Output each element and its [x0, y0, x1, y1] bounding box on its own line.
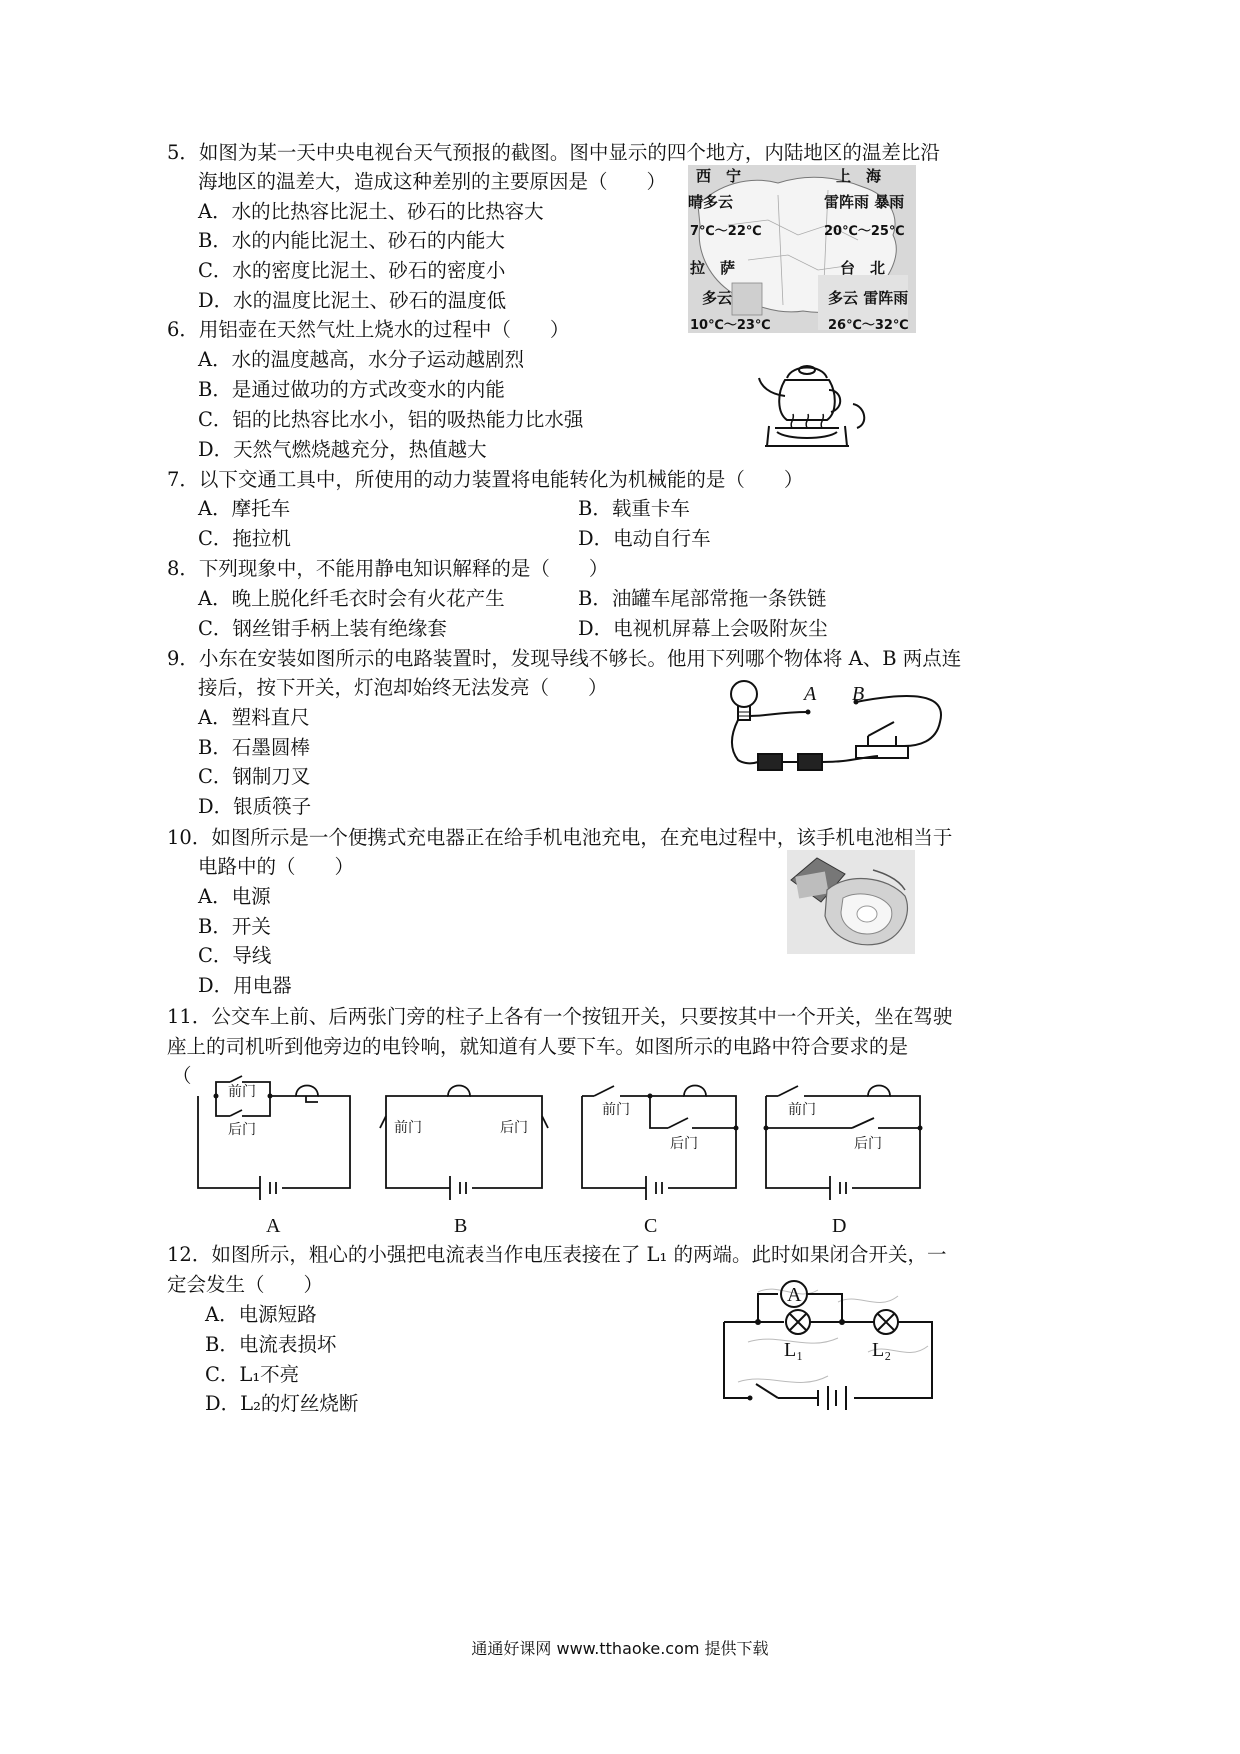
q6-option-b: B．是通过做功的方式改变水的内能	[198, 378, 505, 401]
q8-option-a: A．晚上脱化纤毛衣时会有火花产生	[198, 587, 505, 610]
l1-label: L₁	[784, 1339, 804, 1361]
map-lasa-temp: 10℃～23℃	[690, 318, 771, 333]
q12-option-b: B．电流表损坏	[205, 1333, 337, 1356]
map-shanghai-city: 上 海	[836, 167, 882, 185]
q10-option-a: A．电源	[198, 885, 271, 908]
map-xining-city: 西 宁	[696, 167, 742, 185]
l2-label: L₂	[872, 1339, 892, 1361]
q8-stem: 8．下列现象中，不能用静电知识解释的是（ ）	[167, 557, 609, 580]
circuit-a-back-label: 后门	[228, 1122, 256, 1138]
circuit-b-label: B	[454, 1215, 468, 1237]
q10-stem-line1: 10．如图所示是一个便携式充电器正在给手机电池充电，在充电过程中，该手机电池相当于	[167, 826, 953, 849]
q12-circuit-figure	[718, 1272, 938, 1414]
q12-stem-line2: 定会发生（ ）	[167, 1273, 324, 1296]
q12-option-a: A．电源短路	[205, 1303, 317, 1326]
q8-option-b: B．油罐车尾部常拖一条铁链	[578, 587, 827, 610]
circuit-c-front-label: 前门	[602, 1102, 630, 1118]
q9-option-a: A．塑料直尺	[198, 706, 310, 729]
circuit-b-front-label: 前门	[394, 1120, 422, 1136]
q12-option-d: D．L₂的灯丝烧断	[205, 1392, 359, 1415]
q7-option-c: C．拖拉机	[198, 527, 291, 550]
point-b-label: B	[852, 683, 865, 705]
q11-stem-line1: 11．公交车上前、后两张门旁的柱子上各有一个按钮开关，只要按其中一个开关，坐在驾驶	[167, 1005, 953, 1028]
q7-option-a: A．摩托车	[198, 497, 291, 520]
q9-circuit-figure	[718, 672, 944, 782]
q9-stem-line2: 接后，按下开关，灯泡却始终无法发亮（ ）	[198, 676, 608, 699]
circuit-d-back-label: 后门	[854, 1136, 882, 1152]
map-shanghai-temp: 20℃～25℃	[824, 224, 905, 239]
circuit-b	[380, 1086, 548, 1201]
q5-option-b: B．水的内能比泥土、砂石的内能大	[198, 229, 505, 252]
q7-option-d: D．电动自行车	[578, 527, 711, 550]
map-taibei-temp: 26℃～32℃	[828, 318, 909, 333]
q11-stem-line3: （	[172, 1064, 192, 1087]
q11-stem-line2: 座上的司机听到他旁边的电铃响，就知道有人要下车。如图所示的电路中符合要求的是	[167, 1035, 909, 1058]
circuit-c-label: C	[644, 1215, 658, 1237]
q12-option-c: C．L₁不亮	[205, 1363, 300, 1386]
q5-stem-line1: 5．如图为某一天中央电视台天气预报的截图。图中显示的四个地方，内陆地区的温差比沿	[167, 141, 940, 164]
q6-option-d: D．天然气燃烧越充分，热值越大	[198, 438, 487, 461]
q5-option-c: C．水的密度比泥土、砂石的密度小	[198, 259, 506, 282]
map-lasa-weather: 多云	[702, 289, 733, 307]
q6-option-c: C．铝的比热容比水小，铝的吸热能力比水强	[198, 408, 584, 431]
q10-stem-line2: 电路中的（ ）	[198, 855, 355, 878]
circuit-c-back-label: 后门	[670, 1136, 698, 1152]
map-taibei-city: 台 北	[840, 259, 886, 277]
page-footer: 通通好课网 www.tthaoke.com 提供下载	[471, 1639, 769, 1658]
circuit-a-front-label: 前门	[228, 1084, 256, 1100]
kettle-figure	[757, 358, 869, 456]
charger-photo	[787, 850, 915, 954]
q9-option-b: B．石墨圆棒	[198, 736, 310, 759]
circuit-b-back-label: 后门	[500, 1120, 528, 1136]
q5-option-d: D．水的温度比泥土、砂石的温度低	[198, 289, 507, 312]
circuit-d-label: D	[832, 1215, 847, 1237]
map-xining-weather: 晴多云	[688, 193, 734, 211]
wire-to-a	[750, 712, 808, 716]
map-xining-temp: 7℃～22℃	[690, 224, 762, 239]
q9-stem-line1: 9．小东在安装如图所示的电路装置时，发现导线不够长。他用下列哪个物体将 A、B 两点连	[167, 647, 962, 670]
map-taibei-weather: 多云 雷阵雨	[828, 289, 909, 307]
q10-option-d: D．用电器	[198, 974, 292, 997]
circuit-a-label: A	[266, 1215, 281, 1237]
q9-option-c: C．钢制刀叉	[198, 765, 311, 788]
q10-option-c: C．导线	[198, 944, 272, 967]
q6-stem: 6．用铝壶在天然气灶上烧水的过程中（ ）	[167, 318, 570, 341]
circuit-d-front-label: 前门	[788, 1102, 816, 1118]
map-lasa-city: 拉 萨	[690, 259, 736, 277]
q5-stem-line2: 海地区的温差大，造成这种差别的主要原因是（ ）	[198, 170, 667, 193]
weather-map-figure	[688, 165, 916, 333]
q7-stem: 7．以下交通工具中，所使用的动力装置将电能转化为机械能的是（ ）	[167, 468, 804, 491]
q11-circuits-figure	[190, 1072, 930, 1237]
q5-option-a: A．水的比热容比泥土、砂石的比热容大	[198, 200, 544, 223]
q12-stem-line1: 12．如图所示，粗心的小强把电流表当作电压表接在了 L₁ 的两端。此时如果闭合开关，一	[167, 1243, 947, 1266]
q6-option-a: A．水的温度越高，水分子运动越剧烈	[198, 348, 525, 371]
q8-option-c: C．钢丝钳手柄上装有绝缘套	[198, 617, 447, 640]
circuit-a	[198, 1076, 350, 1200]
q7-option-b: B．载重卡车	[578, 497, 690, 520]
map-shanghai-weather: 雷阵雨 暴雨	[824, 193, 905, 211]
ammeter-label: A	[787, 1284, 802, 1306]
point-a-label: A	[804, 683, 817, 705]
q9-option-d: D．银质筷子	[198, 795, 312, 818]
q8-option-d: D．电视机屏幕上会吸附灰尘	[578, 617, 828, 640]
q10-option-b: B．开关	[198, 915, 271, 938]
